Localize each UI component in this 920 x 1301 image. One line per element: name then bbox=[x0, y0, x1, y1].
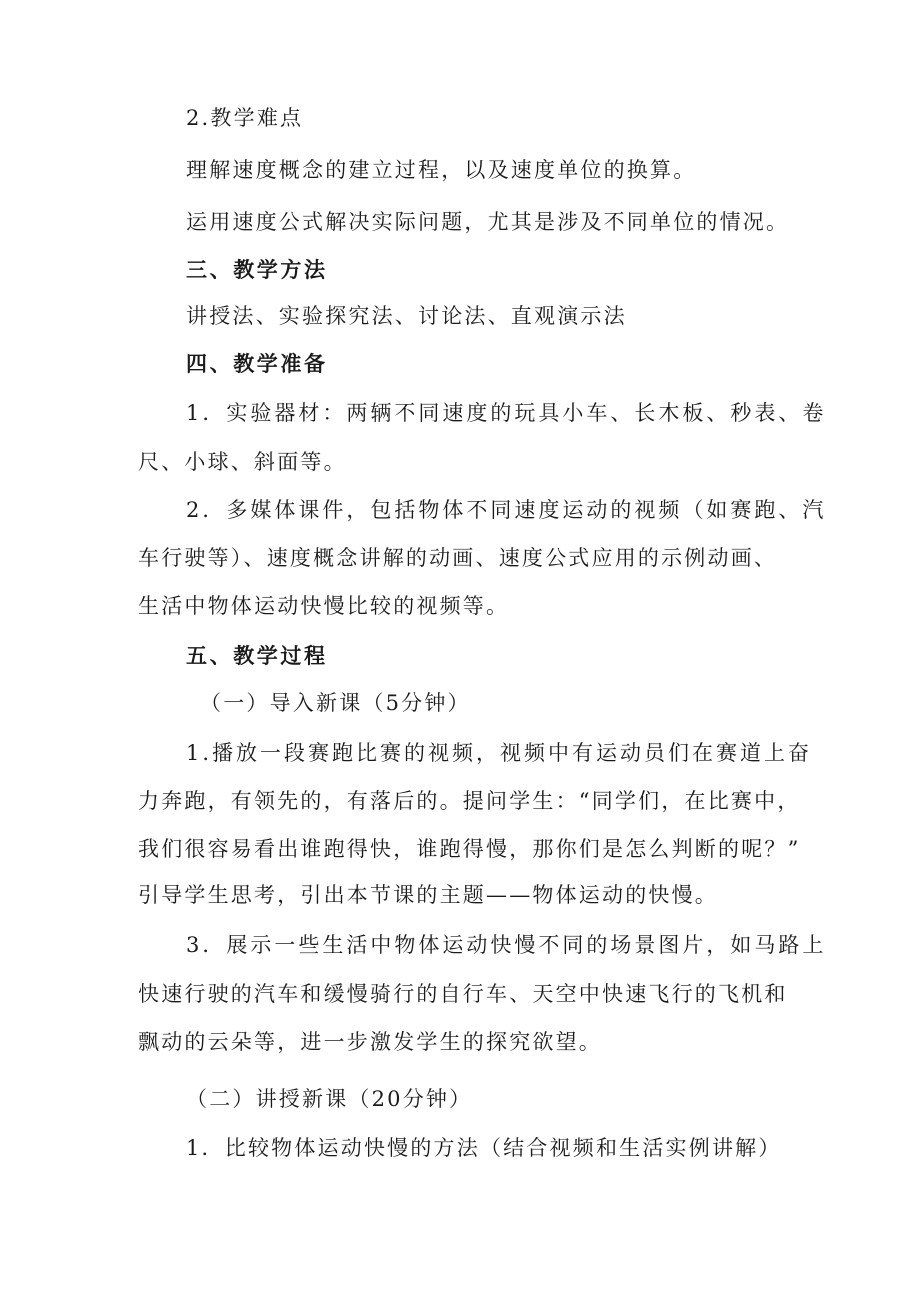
paragraph-line: 力奔跑，有领先的，有落后的。提问学生：“同学们，在比赛中， bbox=[138, 789, 801, 813]
paragraph-line: 讲授法、实验探究法、讨论法、直观演示法 bbox=[186, 304, 627, 328]
list-item-line: 1．实验器材：两辆不同速度的玩具小车、长木板、秒表、卷 bbox=[186, 401, 827, 425]
subsection-heading-new-lesson: （二）讲授新课（20分钟） bbox=[186, 1087, 473, 1111]
paragraph-line: 快速行驶的汽车和缓慢骑行的自行车、天空中快速飞行的飞机和 bbox=[138, 982, 788, 1006]
list-item-line: 尺、小球、斜面等。 bbox=[138, 450, 347, 474]
section-heading-teaching-methods: 三、教学方法 bbox=[186, 258, 328, 282]
paragraph-line: 引导学生思考，引出本节课的主题——物体运动的快慢。 bbox=[138, 883, 718, 907]
paragraph-line: 运用速度公式解决实际问题，尤其是涉及不同单位的情况。 bbox=[186, 210, 790, 234]
list-item-line: 生活中物体运动快慢比较的视频等。 bbox=[138, 594, 510, 618]
subsection-heading-introduction: （一）导入新课（5分钟） bbox=[200, 691, 471, 715]
paragraph-line: 1．比较物体运动快慢的方法（结合视频和生活实例讲解） bbox=[186, 1136, 782, 1160]
paragraph-line: 我们很容易看出谁跑得快，谁跑得慢，那你们是怎么判断的呢？” bbox=[138, 837, 801, 861]
paragraph-line: 3．展示一些生活中物体运动快慢不同的场景图片，如马路上 bbox=[186, 933, 827, 957]
subsection-heading-teaching-difficulties: 2.教学难点 bbox=[186, 106, 304, 130]
list-item-line: 车行驶等）、速度概念讲解的动画、速度公式应用的示例动画、 bbox=[138, 546, 778, 570]
paragraph-line: 1.播放一段赛跑比赛的视频，视频中有运动员们在赛道上奋 bbox=[186, 741, 813, 765]
section-heading-teaching-process: 五、教学过程 bbox=[186, 644, 328, 668]
paragraph-line: 理解速度概念的建立过程，以及速度单位的换算。 bbox=[186, 158, 697, 182]
list-item-line: 2．多媒体课件，包括物体不同速度运动的视频（如赛跑、汽 bbox=[186, 498, 827, 522]
section-heading-teaching-preparation: 四、教学准备 bbox=[186, 352, 328, 376]
paragraph-line: 飘动的云朵等，进一步激发学生的探究欲望。 bbox=[138, 1030, 602, 1054]
